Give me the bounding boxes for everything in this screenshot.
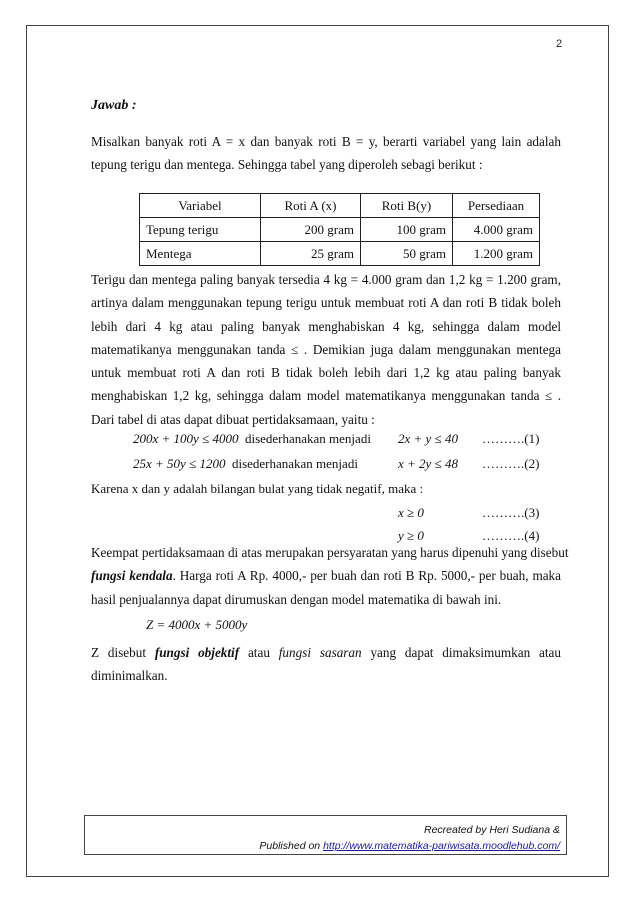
table-header-row <box>140 194 540 218</box>
footer-link[interactable]: http://www.matematika-pariwisata.moodlehub.com/ <box>323 840 560 852</box>
page-number: 2 <box>556 38 563 50</box>
footer-credit: Recreated by Heri Sudiana & <box>424 824 560 836</box>
objective-text: atau <box>239 645 279 660</box>
footer-published <box>259 840 560 852</box>
term-target-function: fungsi sasaran <box>278 645 362 660</box>
intro-paragraph <box>91 130 561 177</box>
ingredient-table <box>139 193 540 266</box>
objective-text: yang dapat dimaksimumkan atau <box>361 645 561 660</box>
table-row <box>140 218 540 242</box>
inequality-3-label: ……….(3) <box>482 505 540 520</box>
answer-heading: Jawab : <box>91 98 137 113</box>
inequality-2-simplified: x + 2y ≤ 48 <box>398 456 458 471</box>
inequality-1-original <box>133 431 371 447</box>
explanation-line: Dari tabel di atas dapat dibuat pertidaksamaan, yaitu : <box>91 411 375 427</box>
table-cell: 200 gram <box>261 218 361 242</box>
footer-prefix: Published on <box>259 840 324 852</box>
table-header: Persediaan <box>453 194 540 218</box>
inequality-1-label: ……….(1) <box>482 431 540 446</box>
term-objective-function: fungsi objektif <box>154 645 240 660</box>
objective-paragraph <box>91 641 561 688</box>
table-header: Variabel <box>140 194 261 218</box>
objective-line <box>91 641 561 664</box>
table-cell: Mentega <box>140 242 261 266</box>
inequality-2-label: ……….(2) <box>482 456 540 471</box>
explanation-line: artinya dalam menggunakan tepung terigu untuk membuat roti A dan roti B tidak boleh <box>91 295 561 311</box>
inequality-1-simplified: 2x + y ≤ 40 <box>398 431 458 446</box>
table-header: Roti A (x) <box>261 194 361 218</box>
term-constraint-function: fungsi kendala <box>91 568 173 584</box>
constraint-line: hasil penjualannya dapat dirumuskan dengan model matematika di bawah ini. <box>91 591 502 607</box>
table-cell: 50 gram <box>361 242 453 266</box>
objective-line: diminimalkan. <box>91 668 168 684</box>
intro-line: tepung terigu dan mentega. Sehingga tabel yang diperoleh sebagi berikut : <box>91 157 483 173</box>
constraint-line-rest: . Harga roti A Rp. 4000,- per buah dan roti B Rp. 5000,- per buah, maka <box>172 568 561 584</box>
explanation-line: lebih dari 4 kg atau paling banyak menghabiskan 4 kg, sehingga dalam model <box>91 318 561 334</box>
objective-text: Z disebut <box>91 645 155 660</box>
table-header: Roti B(y) <box>361 194 453 218</box>
constraint-line: Keempat pertidaksamaan di atas merupakan persyaratan yang harus dipenuhi yang disebut <box>91 545 569 560</box>
table-cell: Tepung terigu <box>140 218 261 242</box>
constraint-line <box>91 564 561 587</box>
inequality-2-original <box>133 456 358 472</box>
table-cell: 25 gram <box>261 242 361 266</box>
inequality-expression: 25x + 50y ≤ 1200 <box>133 456 226 471</box>
table-cell: 4.000 gram <box>453 218 540 242</box>
inequality-3-expression: x ≥ 0 <box>398 505 424 520</box>
objective-formula: Z = 4000x + 5000y <box>146 617 248 632</box>
inequality-4-expression: y ≥ 0 <box>398 528 424 543</box>
constraint-paragraph <box>91 541 569 611</box>
explanation-line: menghabiskan 1,2 kg, sehingga dalam model matematikanya menggunakan tanda ≤ . <box>91 388 561 404</box>
integer-note: Karena x dan y adalah bilangan bulat yang tidak negatif, maka : <box>91 481 424 496</box>
explanation-paragraph <box>91 268 561 431</box>
footer-box <box>84 815 567 855</box>
inequality-4-label: ……….(4) <box>482 528 540 543</box>
table-row <box>140 242 540 266</box>
intro-line: Misalkan banyak roti A = x dan banyak roti B = y, berarti variabel yang lain adalah <box>91 134 561 149</box>
table-cell: 100 gram <box>361 218 453 242</box>
explanation-line: Terigu dan mentega paling banyak tersedia 4 kg = 4.000 gram dan 1,2 kg = 1.200 gram, <box>91 272 561 287</box>
table-cell: 1.200 gram <box>453 242 540 266</box>
explanation-line: untuk membuat roti A dan roti B tidak boleh lebih dari 1,2 kg atau paling banyak <box>91 365 561 381</box>
inequality-note: disederhanakan menjadi <box>244 431 371 446</box>
inequality-note: disederhanakan menjadi <box>231 456 358 471</box>
explanation-line: matematikanya menggunakan tanda ≤ . Demikian juga dalam menggunakan mentega <box>91 341 561 357</box>
inequality-expression: 200x + 100y ≤ 4000 <box>133 431 239 446</box>
